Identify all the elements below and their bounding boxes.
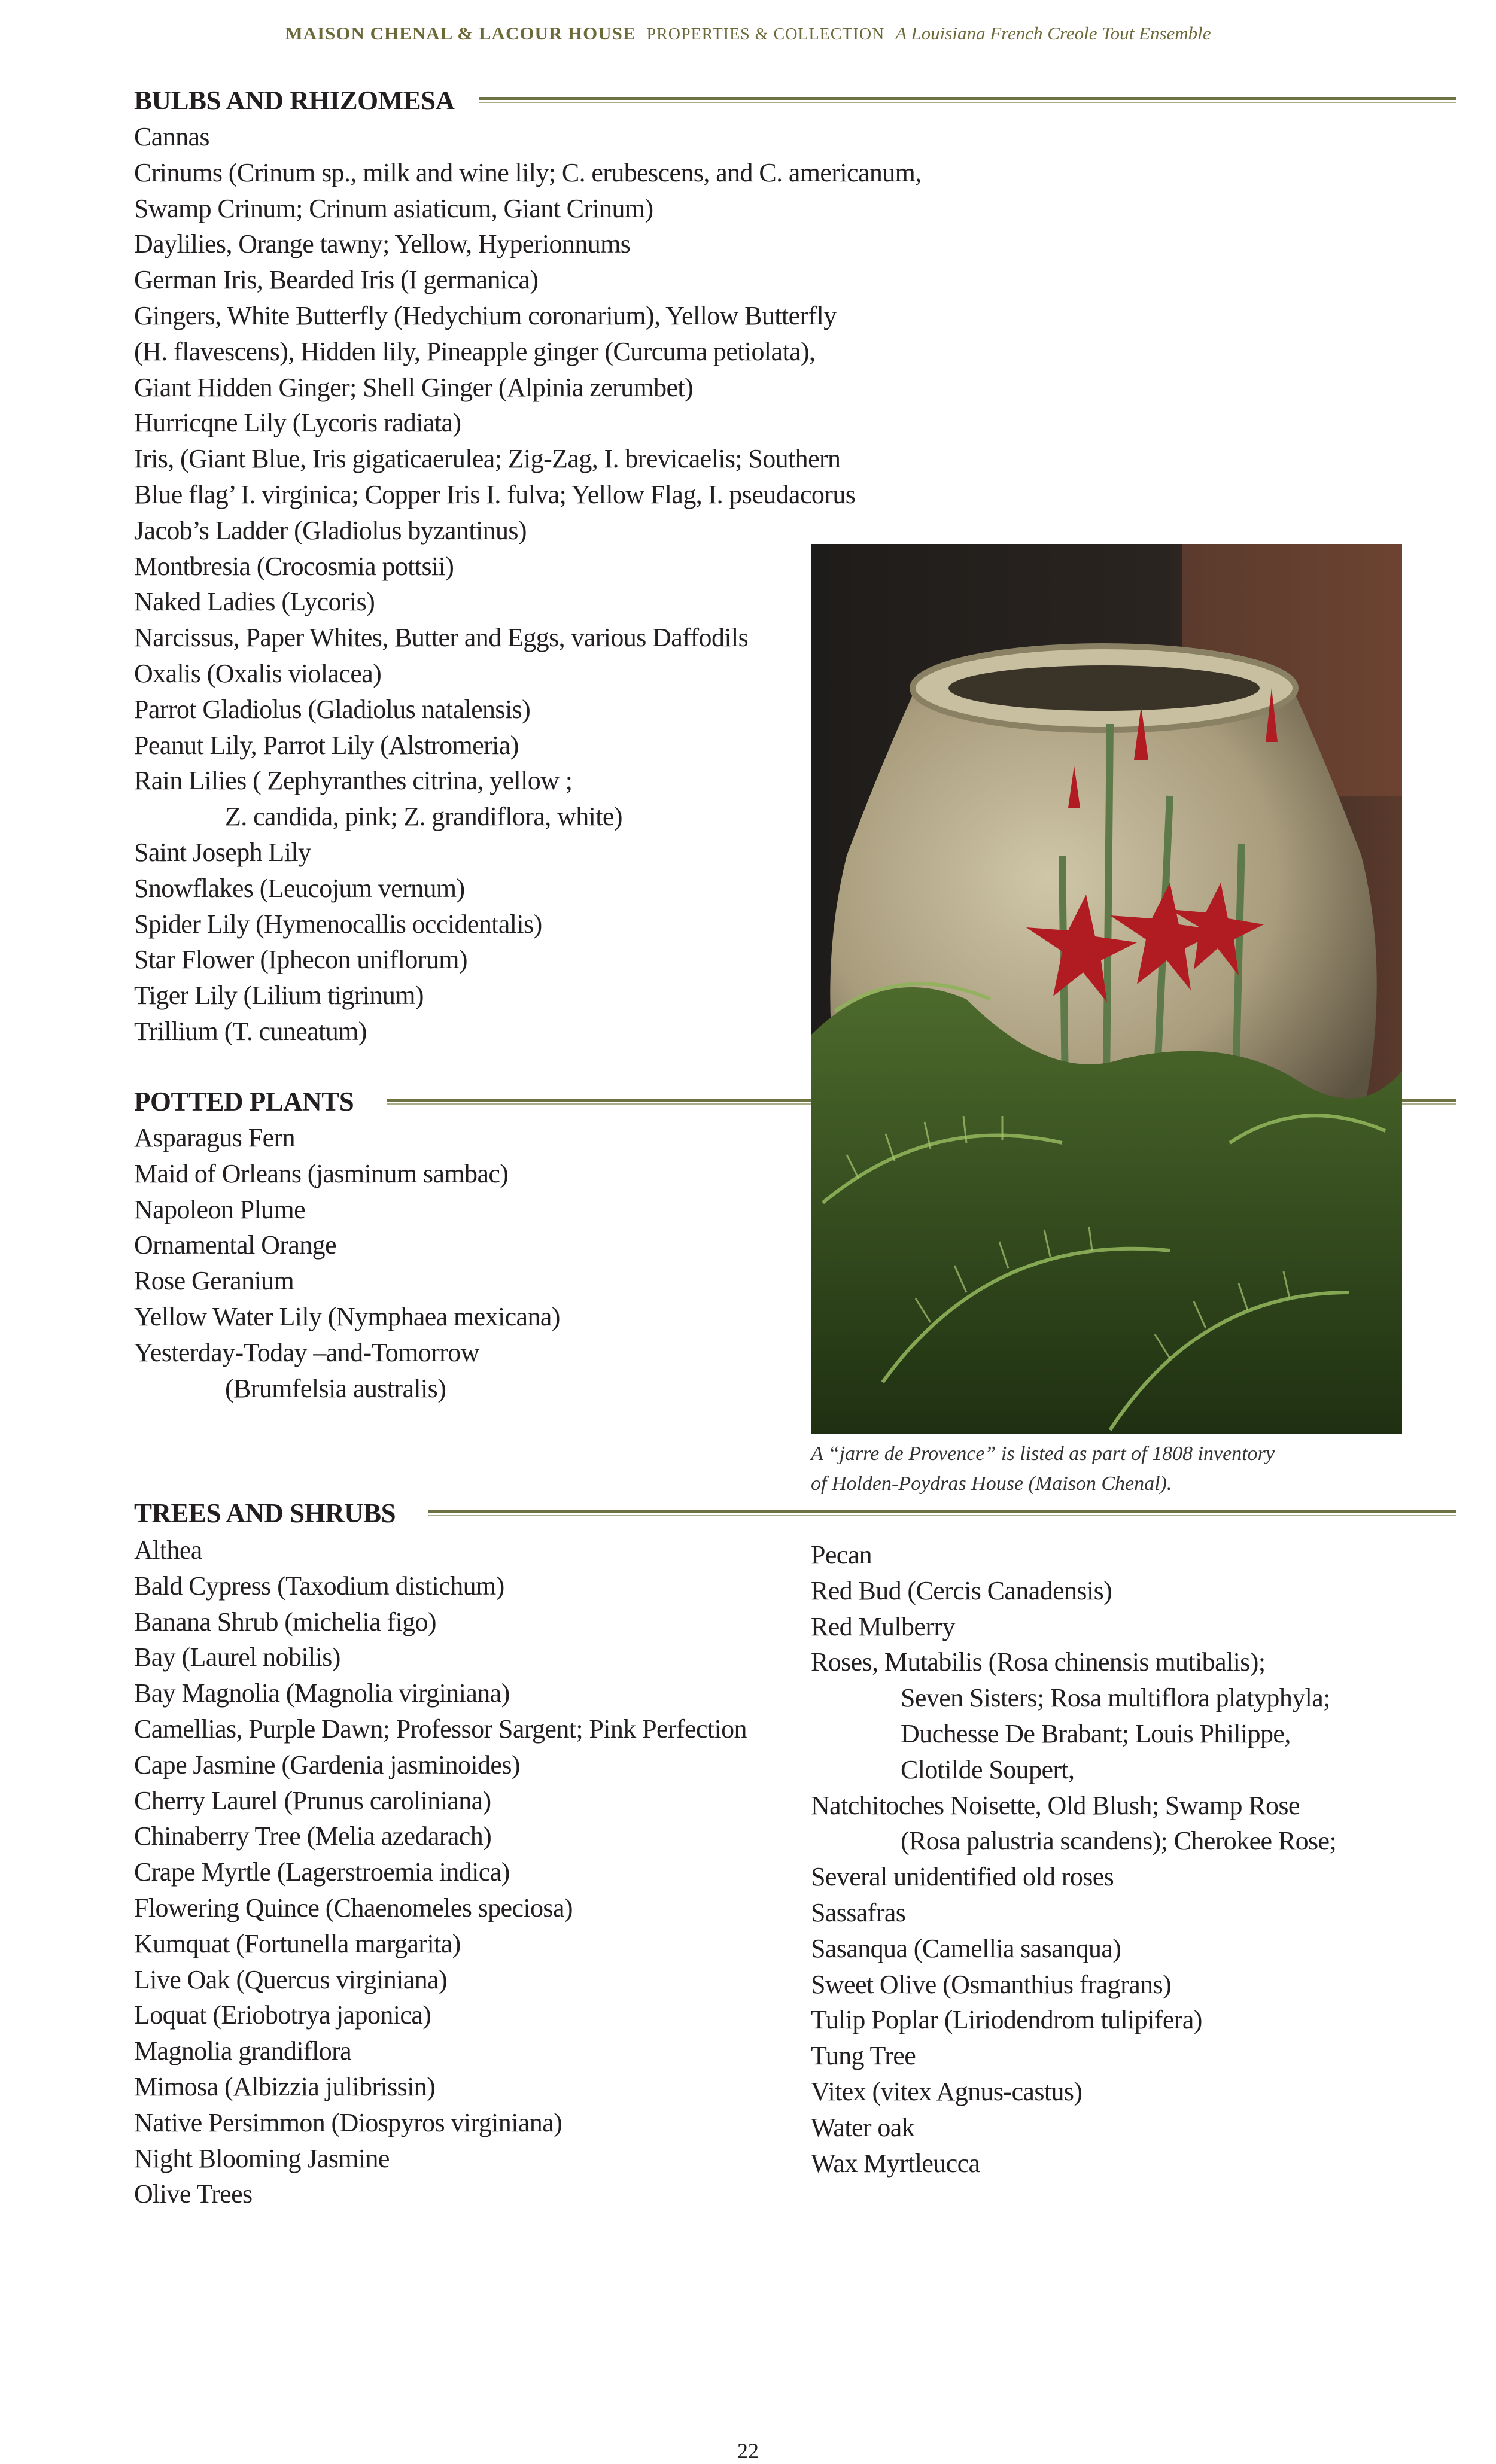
photo-caption xyxy=(811,1439,1275,1499)
list-item: Tulip Poplar (Liriodendrom tulipifera) xyxy=(811,2005,1202,2035)
list-item: Wax Myrtleucca xyxy=(811,2148,980,2178)
list-item: Red Mulberry xyxy=(811,1611,955,1641)
list-item: Napoleon Plume xyxy=(134,1194,306,1224)
list-item: Crinums (Crinum sp., milk and wine lily; C. erubescens, and C. americanum, xyxy=(134,157,922,187)
list-item: Sweet Olive (Osmanthius fragrans) xyxy=(811,1969,1172,1999)
list-item: (H. flavescens), Hidden lily, Pineapple ginger (Curcuma petiolata), xyxy=(134,336,816,366)
page-number: 22 xyxy=(737,2439,759,2463)
trees-list-right xyxy=(811,1537,1336,2181)
list-item: Cherry Laurel (Prunus caroliniana) xyxy=(134,1785,491,1815)
list-item: Bay (Laurel nobilis) xyxy=(134,1642,340,1672)
list-item: Loquat (Eriobotrya japonica) xyxy=(134,2000,431,2030)
list-item: Clotilde Soupert, xyxy=(901,1754,1075,1784)
list-item: Narcissus, Paper Whites, Butter and Eggs, various Daffodils xyxy=(134,623,749,653)
list-item: Rain Lilies ( Zephyranthes citrina, yellow ; xyxy=(134,766,573,796)
list-item: Peanut Lily, Parrot Lily (Alstromeria) xyxy=(134,730,519,760)
list-item: Native Persimmon (Diospyros virginiana) xyxy=(134,2107,562,2137)
list-item: Tung Tree xyxy=(811,2041,916,2071)
list-item: Rose Geranium xyxy=(134,1266,294,1296)
list-item: Sasanqua (Camellia sasanqua) xyxy=(811,1933,1121,1963)
list-item: Swamp Crinum; Crinum asiaticum, Giant Crinum) xyxy=(134,193,653,223)
list-item: Several unidentified old roses xyxy=(811,1862,1114,1892)
list-item: Pecan xyxy=(811,1540,872,1569)
list-item: Asparagus Fern xyxy=(134,1123,295,1152)
bulbs-list xyxy=(134,119,922,1050)
caption-line-2: of Holden-Poydras House (Maison Chenal). xyxy=(811,1473,1172,1495)
list-item: Flowering Quince (Chaenomeles speciosa) xyxy=(134,1893,573,1922)
list-item: Maid of Orleans (jasminum sambac) xyxy=(134,1158,509,1188)
list-item: German Iris, Bearded Iris (I germanica) xyxy=(134,265,539,295)
list-item: Magnolia grandiflora xyxy=(134,2036,352,2066)
list-item: Crape Myrtle (Lagerstroemia indica) xyxy=(134,1857,510,1887)
list-item: Cape Jasmine (Gardenia jasminoides) xyxy=(134,1750,520,1779)
list-item: Trillium (T. cuneatum) xyxy=(134,1016,367,1046)
list-item: Ornamental Orange xyxy=(134,1230,336,1260)
trees-list-left xyxy=(134,1532,747,2212)
list-item: Sassafras xyxy=(811,1897,906,1927)
list-item: Bay Magnolia (Magnolia virginiana) xyxy=(134,1678,510,1708)
list-item: Mimosa (Albizzia julibrissin) xyxy=(134,2071,436,2101)
list-item: Jacob’s Ladder (Gladiolus byzantinus) xyxy=(134,515,527,545)
list-item: Water oak xyxy=(811,2112,915,2142)
list-item: Snowflakes (Leucojum vernum) xyxy=(134,873,465,903)
list-item: Z. candida, pink; Z. grandiflora, white) xyxy=(225,802,622,832)
list-item: Blue flag’ I. virginica; Copper Iris I. fulva; Yellow Flag, I. pseudacorus xyxy=(134,479,856,509)
header-subtitle: PROPERTIES & COLLECTION xyxy=(646,25,885,44)
list-item: Tiger Lily (Lilium tigrinum) xyxy=(134,981,424,1011)
list-item: Kumquat (Fortunella margarita) xyxy=(134,1928,461,1958)
list-item: Natchitoches Noisette, Old Blush; Swamp Rose xyxy=(811,1790,1300,1820)
list-item: Vitex (vitex Agnus-castus) xyxy=(811,2076,1083,2106)
list-item: Red Bud (Cercis Canadensis) xyxy=(811,1575,1112,1605)
list-item: (Rosa palustria scandens); Cherokee Rose; xyxy=(901,1826,1337,1856)
list-item: Gingers, White Butterfly (Hedychium coronarium), Yellow Butterfly xyxy=(134,300,837,330)
running-header xyxy=(0,23,1496,44)
list-item: Saint Joseph Lily xyxy=(134,837,311,867)
list-item: Roses, Mutabilis (Rosa chinensis mutibalis); xyxy=(811,1647,1266,1677)
jarre-de-provence-photo xyxy=(811,544,1402,1434)
rule-potted-right xyxy=(1402,1099,1456,1102)
list-item: Chinaberry Tree (Melia azedarach) xyxy=(134,1821,492,1851)
potted-list xyxy=(134,1120,560,1406)
list-item: Yesterday-Today –and-Tomorrow xyxy=(134,1337,479,1367)
list-item: Duchesse De Brabant; Louis Philippe, xyxy=(901,1718,1291,1748)
list-item: Althea xyxy=(134,1535,202,1565)
list-item: Oxalis (Oxalis violacea) xyxy=(134,658,382,688)
list-item: Hurricqne Lily (Lycoris radiata) xyxy=(134,408,461,438)
rule-bulbs xyxy=(479,97,1456,100)
list-item: Iris, (Giant Blue, Iris gigaticaerulea; Zig-Zag, I. brevicaelis; Southern xyxy=(134,444,841,474)
list-item: Camellias, Purple Dawn; Professor Sargent; Pink Perfection xyxy=(134,1714,747,1744)
header-title: MAISON CHENAL & LACOUR HOUSE xyxy=(285,23,636,44)
heading-potted: POTTED PLANTS xyxy=(134,1087,354,1117)
list-item: Daylilies, Orange tawny; Yellow, Hyperionnums xyxy=(134,229,631,259)
list-item: Night Blooming Jasmine xyxy=(134,2143,390,2173)
list-item: Montbresia (Crocosmia pottsii) xyxy=(134,551,454,581)
list-item: Yellow Water Lily (Nymphaea mexicana) xyxy=(134,1301,560,1331)
list-item: Parrot Gladiolus (Gladiolus natalensis) xyxy=(134,694,531,724)
list-item: Bald Cypress (Taxodium distichum) xyxy=(134,1571,504,1601)
header-tagline: A Louisiana French Creole Tout Ensemble xyxy=(895,23,1211,44)
heading-bulbs: BULBS AND RHIZOMESA xyxy=(134,86,455,115)
list-item: Star Flower (Iphecon uniflorum) xyxy=(134,945,467,975)
list-item: Seven Sisters; Rosa multiflora platyphyla; xyxy=(901,1683,1330,1713)
list-item: Olive Trees xyxy=(134,2179,253,2209)
list-item: (Brumfelsia australis) xyxy=(225,1373,446,1403)
caption-line-1: A “jarre de Provence” is listed as part of 1808 inventory xyxy=(811,1443,1275,1465)
list-item: Live Oak (Quercus virginiana) xyxy=(134,1964,448,1994)
list-item: Cannas xyxy=(134,122,209,151)
list-item: Naked Ladies (Lycoris) xyxy=(134,587,375,617)
heading-trees: TREES AND SHRUBS xyxy=(134,1498,396,1528)
list-item: Banana Shrub (michelia figo) xyxy=(134,1607,436,1636)
list-item: Spider Lily (Hymenocallis occidentalis) xyxy=(134,909,542,939)
list-item: Giant Hidden Ginger; Shell Ginger (Alpinia zerumbet) xyxy=(134,372,694,402)
rule-potted-left xyxy=(387,1099,811,1102)
rule-trees xyxy=(428,1510,1456,1513)
